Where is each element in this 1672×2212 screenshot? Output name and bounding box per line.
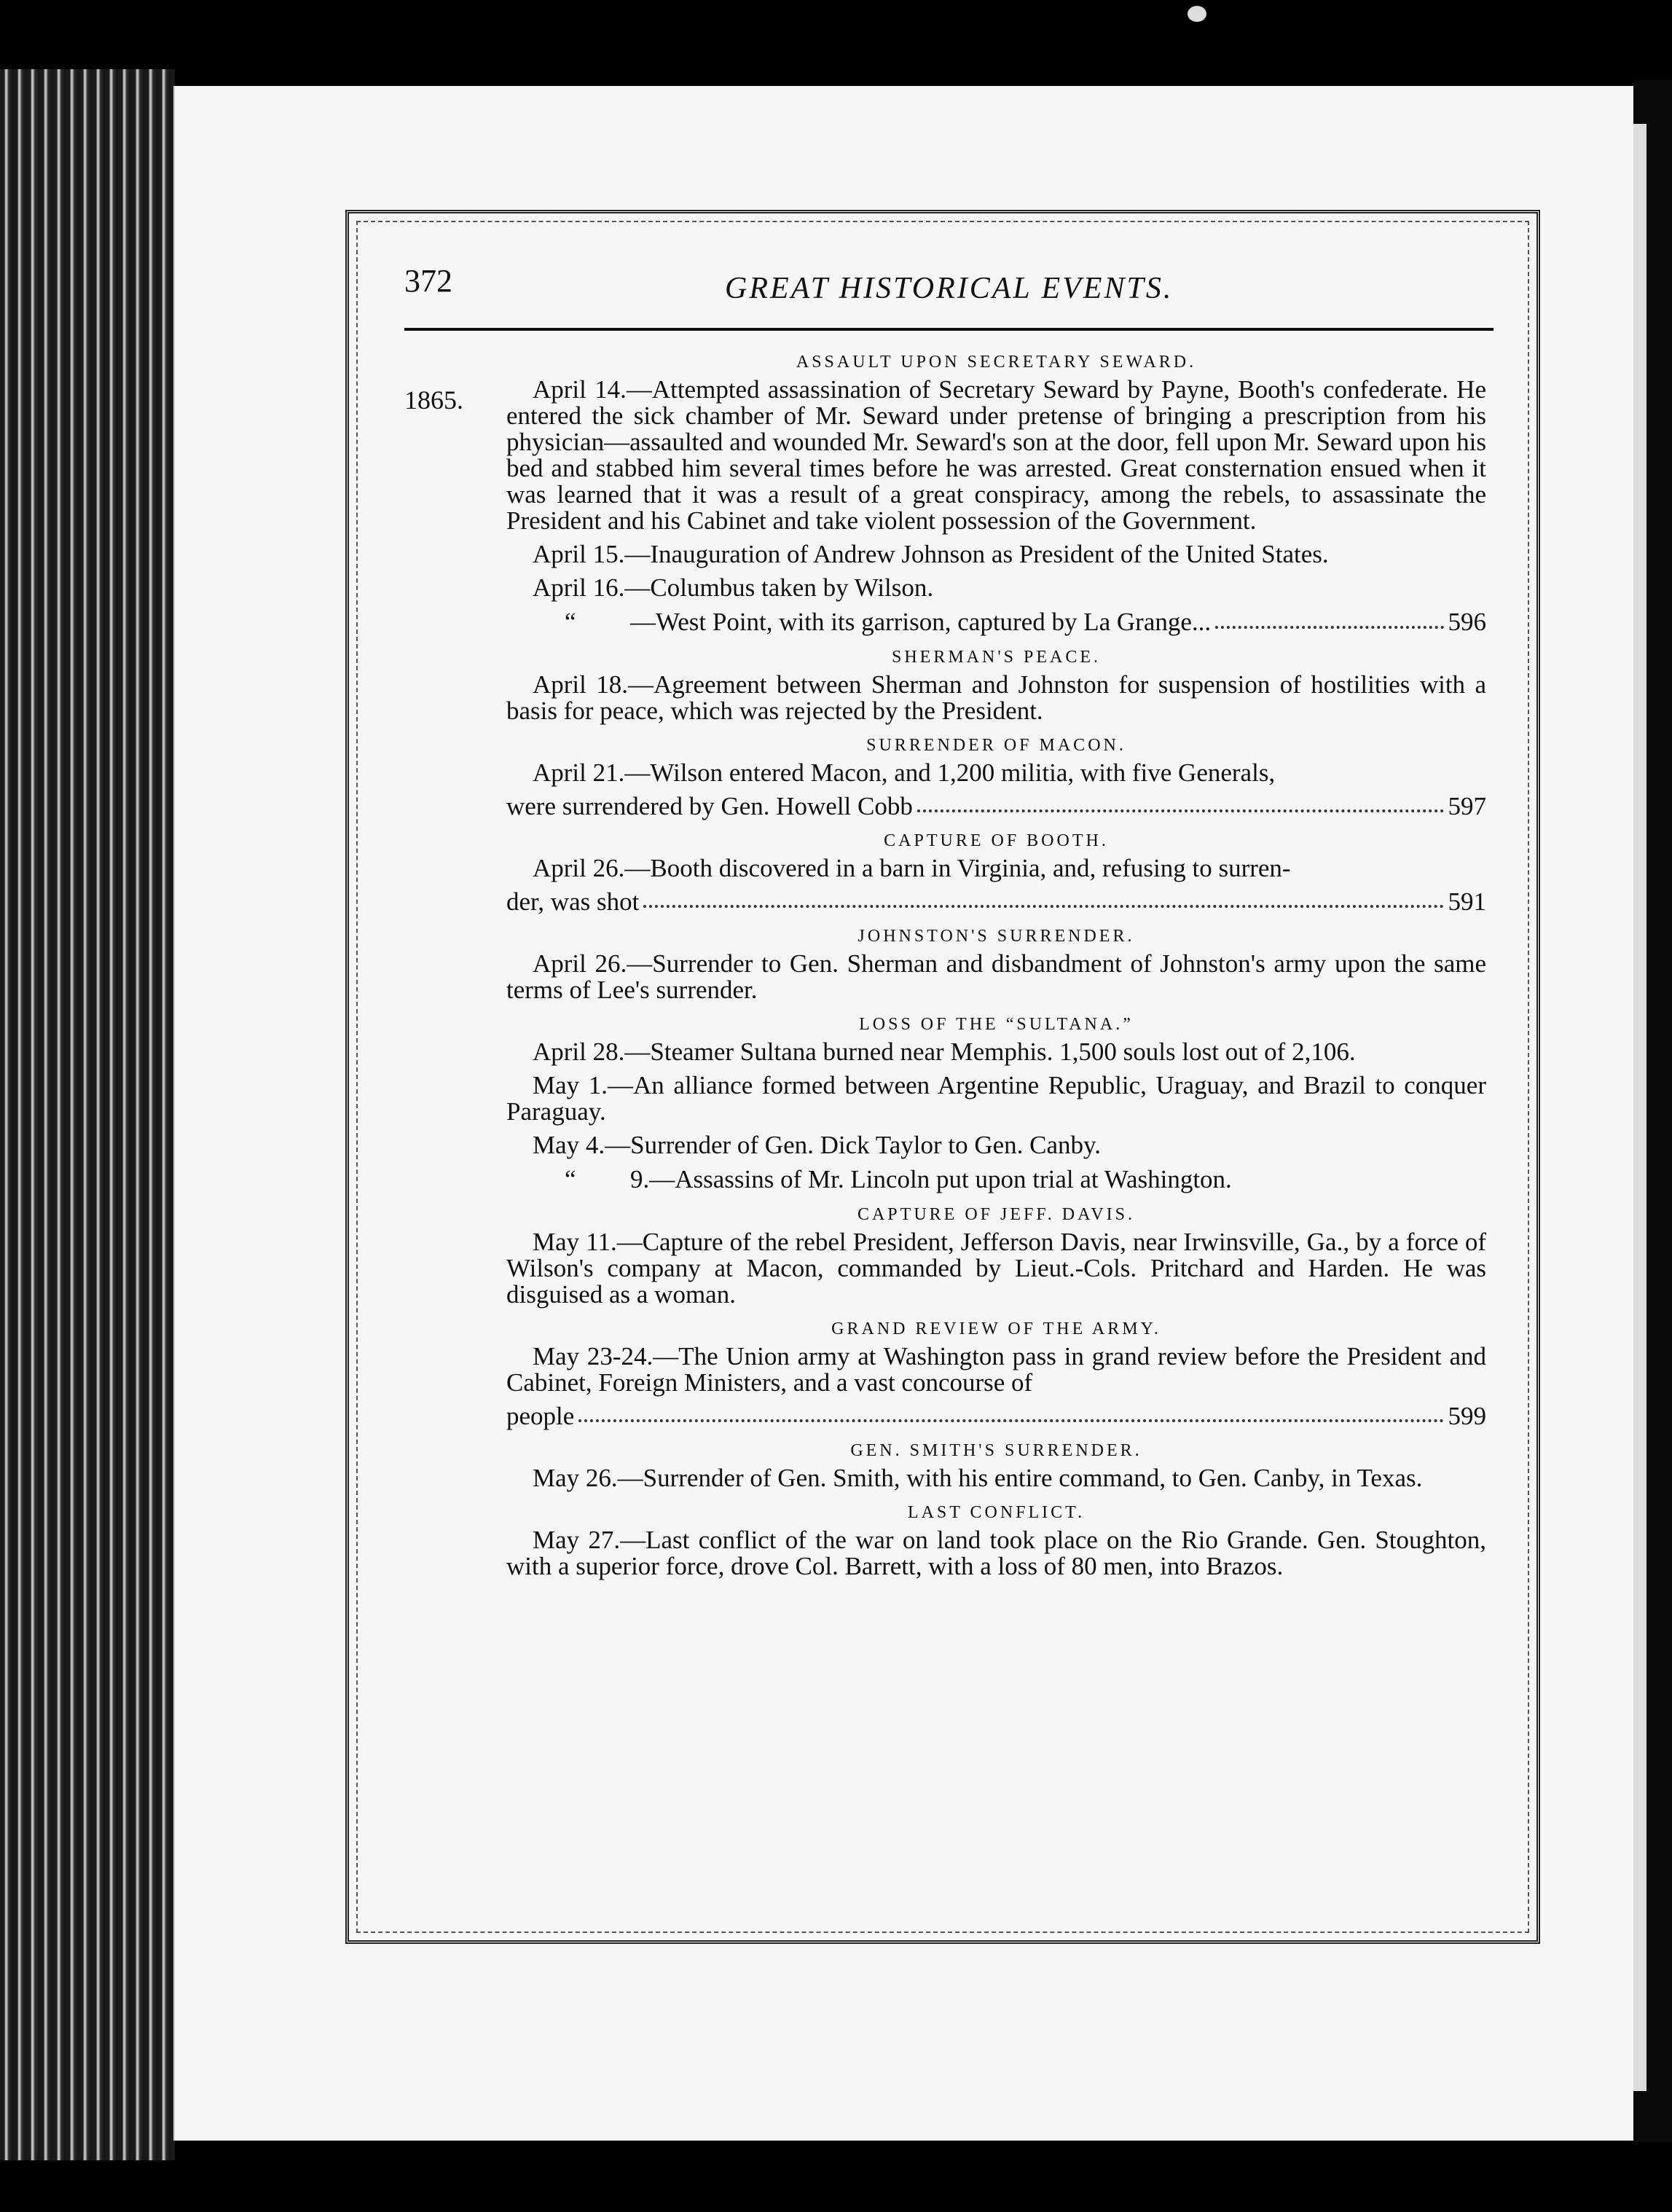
- page-reference: 597: [1448, 792, 1486, 820]
- ditto-text: 9.—Assassins of Mr. Lincoln put upon trial at Washington.: [630, 1165, 1232, 1193]
- page-reference: 596: [1448, 608, 1486, 636]
- event-entry: April 14.—Attempted assassination of Secretary Seward by Payne, Booth's confederate. He entered the sick chamber of Mr. Seward under pretense of bringing a prescription from his physician—assaulted and wounded Mr. Seward's son at the door, fell upon Mr. Seward upon his bed and stabbed him several times before he was arrested. Great consternation ensued when it was learned that it was a result of a great conspiracy, among the rebels, to assassinate the President and his Cabinet and take violent possession of the Government.: [506, 375, 1486, 535]
- ditto-entry: [506, 1166, 1486, 1193]
- running-title: GREAT HISTORICAL EVENTS.: [725, 272, 1174, 305]
- section-heading: LOSS OF THE “SULTANA.”: [859, 1015, 1134, 1034]
- event-entry-leader: [506, 889, 1486, 915]
- year-marker: 1865.: [404, 385, 463, 415]
- section-heading: SURRENDER OF MACON.: [866, 736, 1126, 755]
- event-entry: May 23-24.—The Union army at Washington pass in grand review before the President and Cabinet, Foreign Ministers, and a vast concourse of: [506, 1342, 1486, 1397]
- page-content: [404, 262, 1494, 1587]
- event-entry: April 18.—Agreement between Sherman and Johnston for suspension of hostilities with a basis for peace, which was rejected by the President.: [506, 670, 1486, 725]
- event-entry: April 26.—Booth discovered in a barn in Virginia, and, refusing to surren-: [533, 854, 1291, 882]
- scan-speck: [1188, 6, 1206, 22]
- dot-leader: [643, 905, 1443, 908]
- section-heading: LAST CONFLICT.: [907, 1503, 1086, 1522]
- leader-text: der, was shot: [506, 887, 640, 916]
- section-heading: SHERMAN'S PEACE.: [891, 648, 1102, 667]
- page-header: [404, 262, 1494, 328]
- dot-leader: [917, 809, 1444, 812]
- section-heading: CAPTURE OF BOOTH.: [884, 831, 1109, 850]
- ditto-entry: [506, 608, 1486, 636]
- event-entry: April 16.—Columbus taken by Wilson.: [533, 573, 934, 602]
- section-heading: ASSAULT UPON SECRETARY SEWARD.: [796, 353, 1197, 372]
- ditto-mark: “: [565, 1165, 576, 1193]
- event-entry: April 26.—Surrender to Gen. Sherman and disbandment of Johnston's army upon the same terms of Lee's surrender.: [506, 949, 1486, 1004]
- event-entry: April 28.—Steamer Sultana burned near Memphis. 1,500 souls lost out of 2,106.: [533, 1038, 1356, 1066]
- dot-leader: [578, 1419, 1443, 1422]
- event-entry: May 27.—Last conflict of the war on land took place on the Rio Grande. Gen. Stoughton, with a superior force, drove Col. Barrett, with a loss of 80 men, into Brazos.: [506, 1526, 1486, 1580]
- page-reference: 599: [1448, 1402, 1486, 1430]
- section-heading: CAPTURE OF JEFF. DAVIS.: [857, 1205, 1136, 1224]
- book-spine: [0, 69, 175, 2160]
- section-heading: JOHNSTON'S SURRENDER.: [857, 927, 1135, 946]
- section-heading: GRAND REVIEW OF THE ARMY.: [831, 1319, 1161, 1338]
- next-page-edge: [1633, 80, 1672, 2142]
- event-entry-leader: [506, 793, 1486, 820]
- page-number: 372: [404, 263, 452, 299]
- event-entry: May 26.—Surrender of Gen. Smith, with his entire command, to Gen. Canby, in Texas.: [533, 1464, 1423, 1492]
- event-entry: May 4.—Surrender of Gen. Dick Taylor to Gen. Canby.: [533, 1131, 1102, 1159]
- leader-text: people: [506, 1402, 575, 1430]
- event-entry: April 15.—Inauguration of Andrew Johnson as President of the United States.: [533, 540, 1329, 568]
- event-entry: April 21.—Wilson entered Macon, and 1,200 militia, with five Generals,: [533, 758, 1276, 787]
- header-rule: [404, 328, 1494, 331]
- events-list: [506, 353, 1486, 1580]
- ditto-mark: “: [565, 608, 576, 636]
- event-entry-leader: [506, 1403, 1486, 1429]
- ditto-text: —West Point, with its garrison, captured by La Grange...: [630, 608, 1212, 636]
- event-entry: May 1.—An alliance formed between Argentine Republic, Uraguay, and Brazil to conquer Paraguay.: [506, 1071, 1486, 1126]
- page-reference: 591: [1448, 887, 1486, 916]
- event-entry: May 11.—Capture of the rebel President, Jefferson Davis, near Irwinsville, Ga., by a force of Wilson's company at Macon, commanded by Lieut.-Cols. Pritchard and Harden. He was disguised as a woman.: [506, 1228, 1486, 1309]
- leader-text: were surrendered by Gen. Howell Cobb: [506, 792, 913, 820]
- section-heading: GEN. SMITH'S SURRENDER.: [850, 1441, 1142, 1460]
- dot-leader: [1215, 626, 1443, 629]
